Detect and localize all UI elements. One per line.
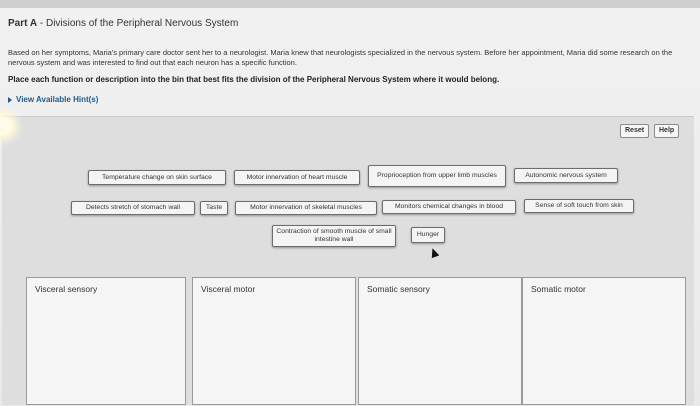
bin-somatic-sensory[interactable] (358, 277, 522, 405)
part-heading: Divisions of the Peripheral Nervous System (45, 18, 239, 29)
chip-autonomic[interactable]: Autonomic nervous system (514, 168, 618, 183)
part-title (8, 18, 238, 29)
chip-chemical-blood[interactable]: Monitors chemical changes in blood (382, 200, 516, 214)
chip-hunger[interactable]: Hunger (411, 227, 445, 243)
bin-label: Visceral sensory (35, 284, 98, 294)
title-separator: - (37, 18, 46, 29)
chip-motor-skeletal[interactable]: Motor innervation of skeletal muscles (235, 201, 377, 215)
view-hints-link[interactable] (8, 95, 98, 104)
reset-button[interactable]: Reset (620, 124, 649, 138)
chip-taste[interactable]: Taste (200, 201, 228, 215)
help-button[interactable]: Help (654, 124, 679, 138)
bin-label: Somatic sensory (367, 284, 430, 294)
chip-motor-heart[interactable]: Motor innervation of heart muscle (234, 170, 360, 185)
bin-somatic-motor[interactable] (522, 277, 686, 405)
expand-triangle-icon (8, 97, 12, 103)
intro-paragraph: Based on her symptoms, Maria's primary care doctor sent her to a neurologist. Maria knew that neurologists specialized in the nervous system. Before her appointment, Maria did some research on the nervous system and was interested to find out that each neuron has a specific function. (8, 48, 673, 67)
part-label: Part A (8, 18, 38, 29)
bin-label: Visceral motor (201, 284, 256, 294)
drag-drop-panel (2, 116, 694, 405)
hints-label: View Available Hint(s) (16, 95, 99, 104)
chip-smooth-muscle[interactable]: Contraction of smooth muscle of small intestine wall (272, 225, 396, 247)
instruction-text: Place each function or description into the bin that best fits the division of the Peripheral Nervous System where it would belong. (8, 75, 500, 84)
chip-proprioception[interactable]: Proprioception from upper limb muscles (368, 165, 506, 187)
bin-visceral-sensory[interactable] (26, 277, 186, 405)
bin-label: Somatic motor (531, 284, 586, 294)
glare-highlight (0, 117, 12, 135)
chip-temperature-change[interactable]: Temperature change on skin surface (88, 170, 226, 185)
chip-soft-touch[interactable]: Sense of soft touch from skin (524, 199, 634, 213)
bin-visceral-motor[interactable] (192, 277, 356, 405)
chip-stomach-stretch[interactable]: Detects stretch of stomach wall (71, 201, 195, 215)
